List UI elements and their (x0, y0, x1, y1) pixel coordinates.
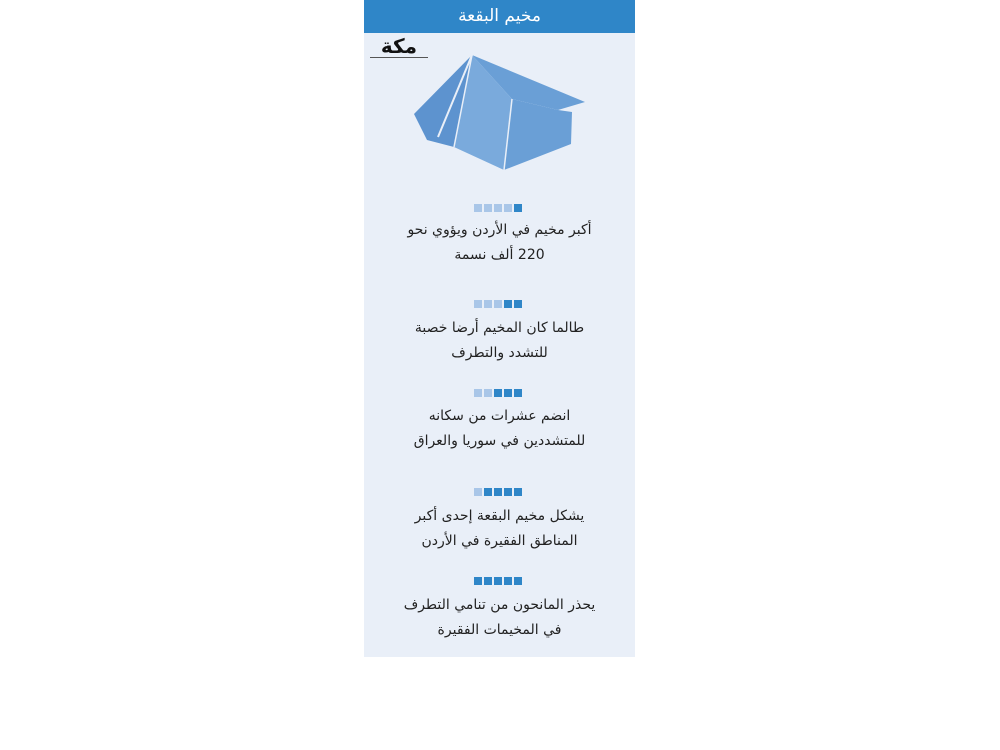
fact-text (374, 504, 625, 554)
fact-line: للمتشددين في سوريا والعراق (413, 433, 586, 449)
fact-text (374, 593, 625, 643)
fact-line: في المخيمات الفقيرة (437, 622, 562, 638)
level-square (474, 389, 482, 397)
level-square (474, 488, 482, 496)
level-square (484, 389, 492, 397)
level-square (504, 389, 512, 397)
level-square (494, 577, 502, 585)
logo-word: مكة (380, 34, 418, 58)
level-square (504, 488, 512, 496)
fact-line: للتشدد والتطرف (451, 345, 548, 361)
level-square (484, 204, 492, 212)
level-indicator (474, 204, 526, 212)
fact-line: يحذر المانحون من تنامي التطرف (403, 597, 596, 613)
level-indicator (474, 577, 526, 585)
fact-line: طالما كان المخيم أرضا خصبة (414, 320, 585, 336)
level-square (484, 300, 492, 308)
level-square (514, 389, 522, 397)
level-square (514, 577, 522, 585)
level-square (504, 204, 512, 212)
tent-icon (412, 52, 587, 172)
level-indicator (474, 300, 526, 308)
level-square (514, 488, 522, 496)
level-square (494, 204, 502, 212)
header-title: مخيم البقعة (364, 0, 635, 33)
level-square (474, 300, 482, 308)
fact-line: أكبر مخيم في الأردن ويؤوي نحو (407, 222, 592, 238)
level-square (474, 577, 482, 585)
fact-text (374, 218, 625, 268)
level-square (504, 577, 512, 585)
infographic-card (364, 0, 635, 657)
fact-text (374, 404, 625, 454)
level-square (484, 577, 492, 585)
fact-line: المناطق الفقيرة في الأردن (421, 533, 578, 549)
fact-line: يشكل مخيم البقعة إحدى أكبر (414, 508, 585, 524)
fact-line: انضم عشرات من سكانه (428, 408, 571, 424)
level-square (494, 389, 502, 397)
level-indicator (474, 488, 526, 496)
fact-line: 220 ألف نسمة (454, 247, 545, 263)
level-square (494, 300, 502, 308)
level-square (484, 488, 492, 496)
level-square (504, 300, 512, 308)
level-square (494, 488, 502, 496)
level-square (474, 204, 482, 212)
fact-text (374, 316, 625, 366)
level-square (514, 204, 522, 212)
level-indicator (474, 389, 526, 397)
level-square (514, 300, 522, 308)
